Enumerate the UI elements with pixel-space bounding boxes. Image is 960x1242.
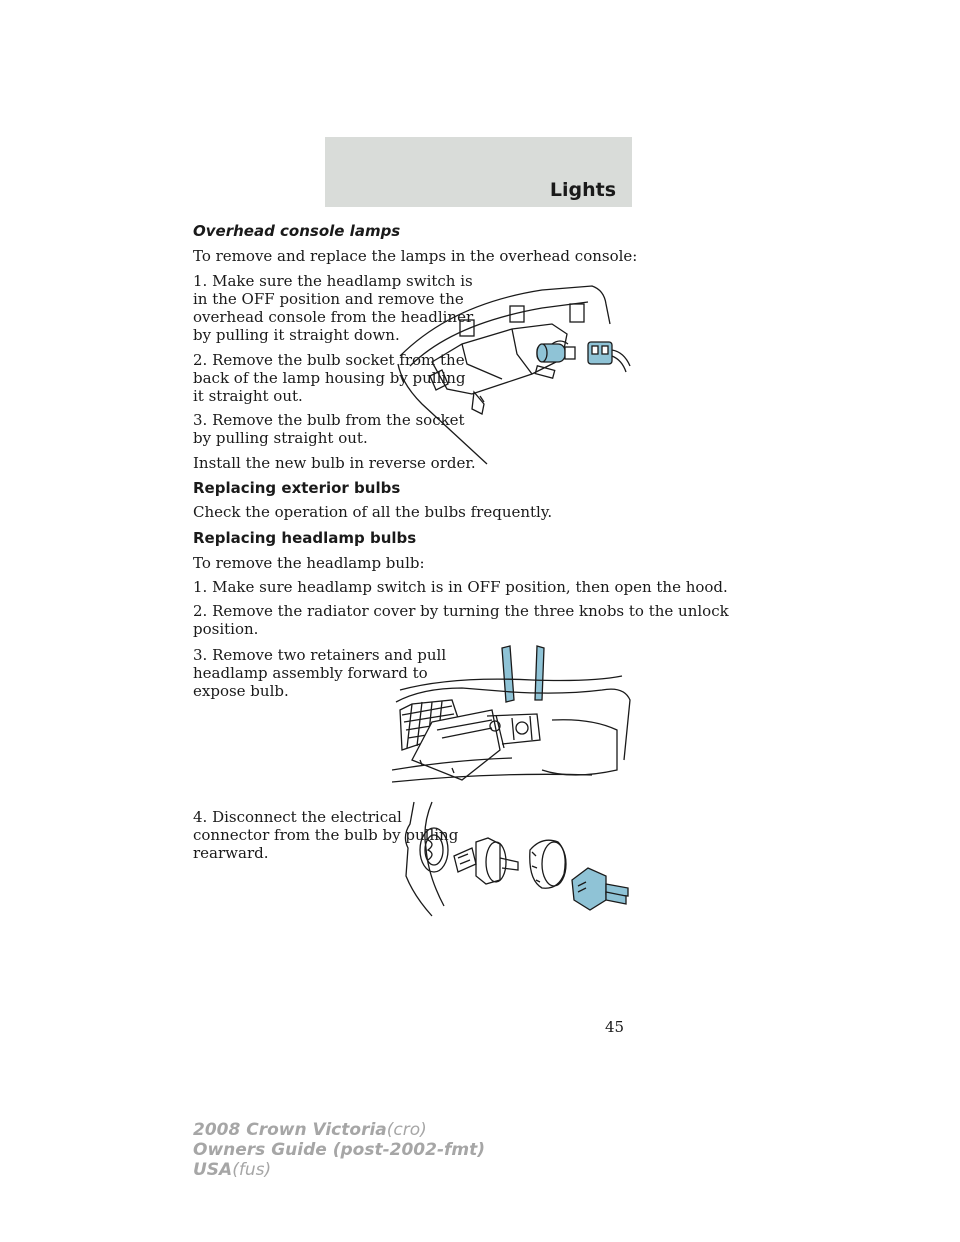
headlamp-step3-line1: 3. Remove two retainers and pull [193,646,447,664]
footer-line-1: 2008 Crown Victoria(cro) [193,1120,427,1140]
overhead-step3-line1: 3. Remove the bulb from the socket [193,411,465,429]
headlamp-step1: 1. Make sure headlamp switch is in OFF position, then open the hood. [193,578,728,596]
section-header-band [325,137,632,207]
footer-line-2: Owners Guide (post-2002-fmt) [193,1140,486,1160]
overhead-console-illustration [392,284,637,469]
page-number: 45 [605,1018,625,1036]
headlamp-step4-line1: 4. Disconnect the electrical [193,808,402,826]
section-title: Lights [549,179,616,201]
exterior-heading: Replacing exterior bulbs [193,479,401,497]
headlamp-step3-line2: headlamp assembly forward to [193,664,428,682]
document-footer [193,1120,485,1180]
headlamp-step3-line3: expose bulb. [193,682,289,700]
overhead-step2-line2: back of the lamp housing by pulling [193,369,466,387]
overhead-step1-line4: by pulling it straight down. [193,326,400,344]
headlamp-assembly-illustration [392,640,637,790]
overhead-step1-line1: 1. Make sure the headlamp switch is [193,272,473,290]
headlamp-heading: Replacing headlamp bulbs [193,529,417,547]
overhead-step1-line3: overhead console from the headliner [193,308,474,326]
overhead-intro: To remove and replace the lamps in the overhead console: [193,247,638,265]
headlamp-step2-line1: 2. Remove the radiator cover by turning the three knobs to the unlock [193,602,729,620]
overhead-step2-line1: 2. Remove the bulb socket from the [193,351,465,369]
headlamp-step4-line2: connector from the bulb by pulling [193,826,459,844]
overhead-step3-line2: by pulling straight out. [193,429,368,447]
exterior-text: Check the operation of all the bulbs frequently. [193,503,553,521]
overhead-heading: Overhead console lamps [193,222,401,240]
headlamp-step2-line2: position. [193,620,259,638]
headlamp-step4-line3: rearward. [193,844,269,862]
overhead-step2-line3: it straight out. [193,387,303,405]
headlamp-intro: To remove the headlamp bulb: [193,554,425,572]
overhead-install-note: Install the new bulb in reverse order. [193,454,476,472]
overhead-step1-line2: in the OFF position and remove the [193,290,464,308]
bulb-connector-illustration [392,796,637,921]
footer-line-3: USA(fus) [193,1160,272,1180]
